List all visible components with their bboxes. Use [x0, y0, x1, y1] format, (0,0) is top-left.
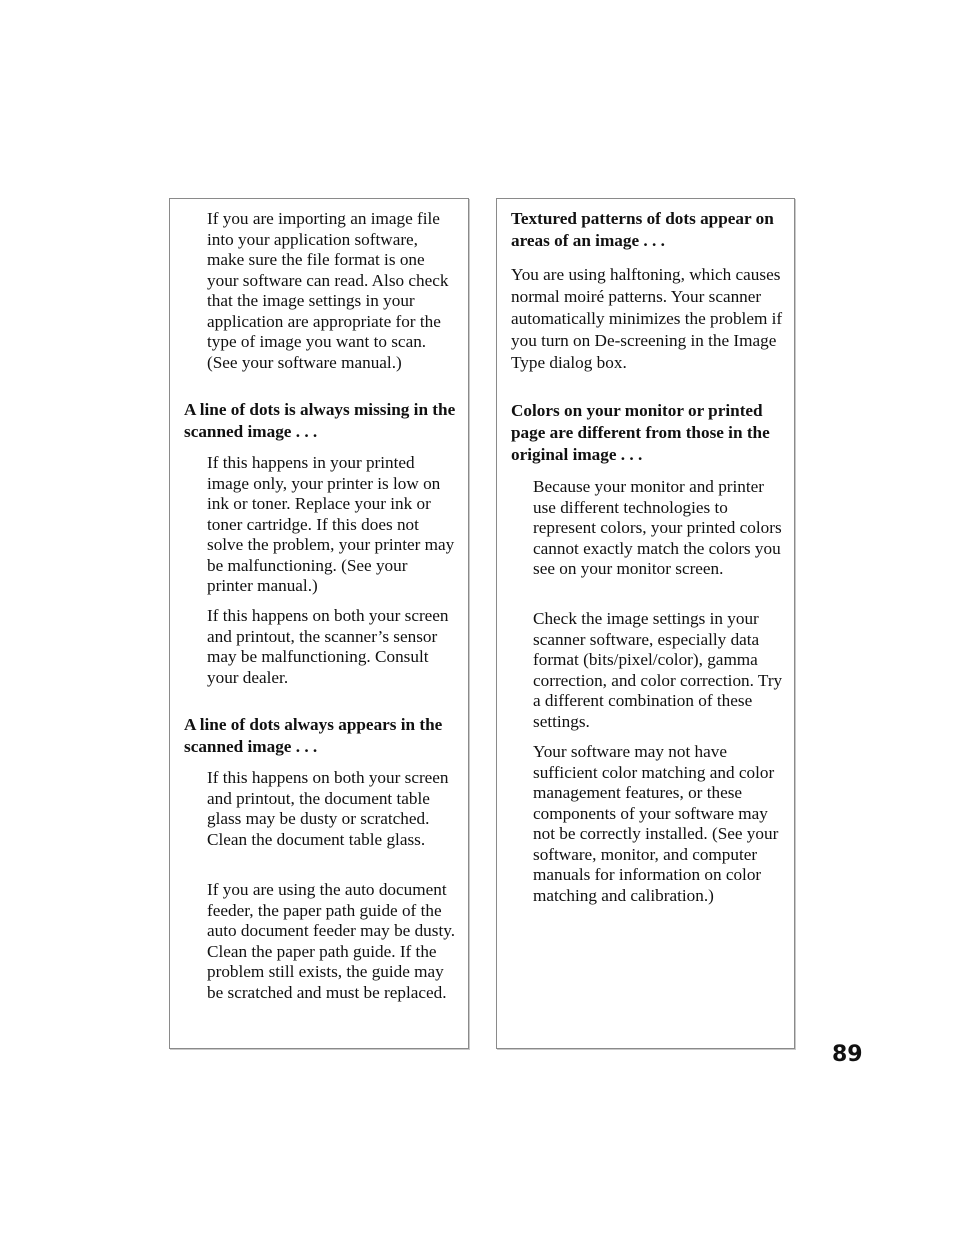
- page-number: 89: [832, 1042, 863, 1067]
- colors-different-heading: Colors on your monitor or printed page are different from those in the original image . . .: [511, 401, 770, 464]
- printed-image-only-paragraph: If this happens in your printed image only, your printer is low on ink or toner. Replace your ink or toner cartridge. If this does not solve the problem, your printer may be malfunctioning. (See your printer manual.): [207, 453, 455, 595]
- auto-document-feeder-paragraph: If you are using the auto document feeder, the paper path guide of the auto document feeder may be dusty. Clean the paper path guide. If the problem still exists, the guide may be scratched and must be replaced.: [207, 880, 456, 1002]
- missing-dots-heading: A line of dots is always missing in the scanned image . . .: [184, 400, 456, 441]
- image-settings-paragraph: Check the image settings in your scanner software, especially data format (bits/pixel/color), gamma correction, and color correction. Try a different combination of these settings.: [533, 609, 783, 731]
- monitor-printer-technologies-paragraph: Because your monitor and printer use different technologies to represent colors, your printed colors cannot exactly match the colors you see on your monitor screen.: [533, 477, 782, 578]
- sensor-malfunction-paragraph: If this happens on both your screen and printout, the scanner’s sensor may be malfunctioning. Consult your dealer.: [207, 606, 449, 687]
- import-file-paragraph: If you are importing an image file into your application software, make sure the file format is one your software can read. Also check that the image settings in your application are appropriate for the type of image you want to scan. (See your software manual.): [207, 209, 449, 372]
- color-matching-paragraph: Your software may not have sufficient color matching and color management features, or these components of your software may not be correctly installed. (See your software, monitor, and computer manuals for information on color matching and calibration.): [533, 742, 779, 905]
- halftoning-paragraph: You are using halftoning, which causes normal moiré patterns. Your scanner automatically minimizes the problem if you turn on De-screening in the Image Type dialog box.: [511, 265, 783, 372]
- appearing-dots-heading: A line of dots always appears in the scanned image . . .: [184, 715, 443, 756]
- document-glass-paragraph: If this happens on both your screen and printout, the document table glass may be dusty or scratched. Clean the document table glass.: [207, 768, 449, 849]
- textured-patterns-heading: Textured patterns of dots appear on areas of an image . . .: [511, 209, 774, 250]
